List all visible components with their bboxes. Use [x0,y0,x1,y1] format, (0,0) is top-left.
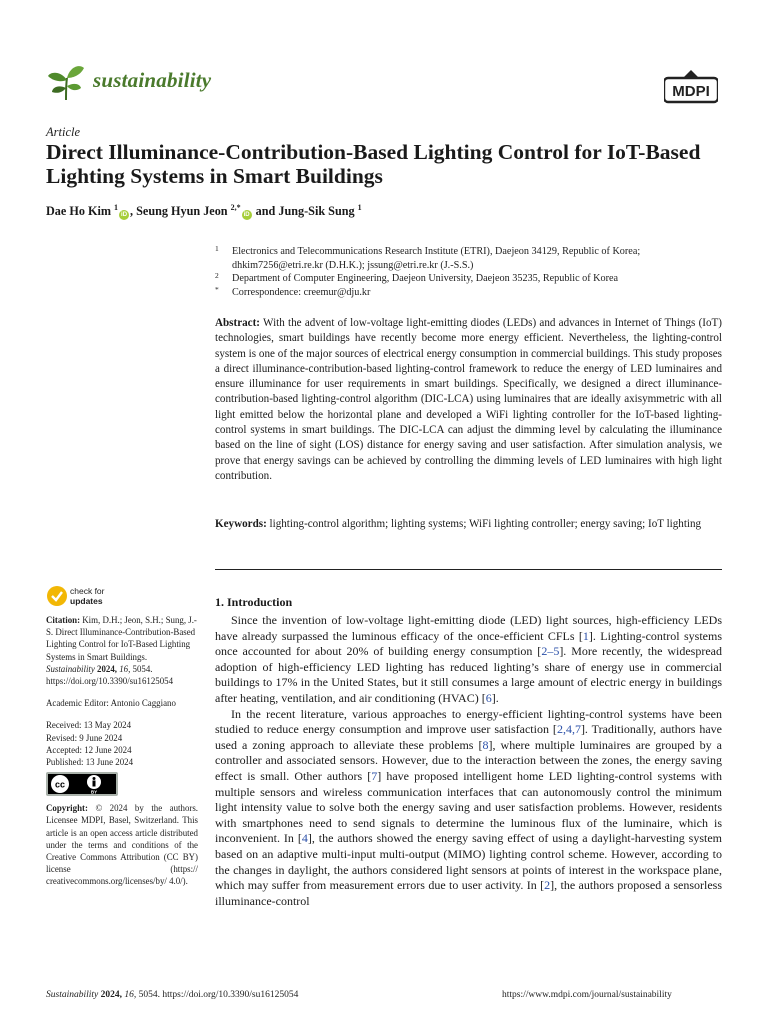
affiliation-number: 1 [215,244,219,253]
body-text-segment: In the recent literature, various approaches to energy-efficient lighting-control systems have been studied to reduce energy consumption and improve user satisfaction [ [215,706,722,737]
copyright [46,802,198,887]
affiliation-number: 2 [215,271,219,280]
citation-link[interactable]: 4 [301,831,308,846]
body-paragraph [215,707,722,910]
footer-volume: 16, [124,990,137,1000]
footer-journal: Sustainability [46,990,99,1000]
citation-journal: Sustainability [46,663,95,674]
abstract-text: With the advent of low-voltage light-emitting diodes (LEDs) and advances in Internet of Things (IoT) technologies, smart buildings have recently become more energy efficient. Nevertheless, the lighting-control system is one of the major sources of electrical energy consumption in commercial buildings. This study proposes a direct illuminance-contribution-based lighting-control framework to reduce the energy of LED luminaires and ensure illuminance for user requirements in smart buildings. Specifically, we designed a direct illuminance-contribution-based lighting-control algorithm (DIC-LCA) using luminaires that are ideally axisymmetric with all light emitted below the horizontal plane and developed a WiFi lighting controller for the IoT-based lighting-control systems in smart buildings. The DIC-LCA can adjust the dimming level by calculating the illuminance based on the line of sight (LOS) distance for energy saving and user satisfaction. After simulation analysis, we prove that energy savings can be achieved by controlling the dimming levels of LED luminaires with high light contribution. [215,317,722,482]
citation [46,614,198,687]
check-updates-icon [47,586,67,606]
citation-link[interactable]: 7 [371,768,378,783]
copyright-text: © 2024 by the authors. Licensee MDPI, Basel, Switzerland. This article is an open access article distributed under the terms and conditions of the Creative Commons Attribution (CC BY) license (https:// creativecommons.org/licenses/by/ 4.0/). [46,803,199,887]
abstract-label: Abstract: [215,317,260,329]
journal-name: sustainability [93,68,212,92]
author-affil-sup: 2,* [230,203,241,212]
body-text-segment: ], the authors proposed a sensorless illuminance-control [215,878,723,908]
citation-link[interactable]: 2,4,7 [556,722,581,737]
check-for-updates-badge[interactable] [46,584,146,608]
check-updates-line1: check for [70,586,105,596]
citation-link[interactable]: 2–5 [541,644,560,659]
journal-logo-leaf-icon [46,62,86,102]
affiliation-text: Department of Computer Engineering, Daejeon University, Daejeon 35235, Republic of Korea [232,273,619,284]
author-separator: , [130,204,137,219]
body-text-segment: ], where multiple luminaires are grouped by a controller and associated sensors. However, due to the interaction between the zones, the energy saving effect is small. Other authors [ [215,737,722,783]
date-accepted: Accepted: 12 June 2024 [46,744,132,755]
article-type: Article [46,125,81,139]
svg-text:cc: cc [54,779,66,790]
abstract [215,316,722,484]
orcid-icon[interactable]: iD [243,212,250,219]
body-text-segment: ]. More recently, the widespread adoption of high-efficiency LED lighting has reduced lighting’s share of energy use in commercial buildings to 17% in the United States, but it still consumes a large amount of electric energy in buildings after heating, ventilation, and air conditioning (HVAC) [ [215,644,722,705]
author-separator: and [252,204,279,219]
keywords-text: lighting-control algorithm; lighting systems; WiFi lighting controller; energy saving; IoT lighting [269,518,702,530]
cc-by-license-icon[interactable] [46,772,118,796]
affiliation-item [215,286,720,300]
body-paragraph [215,613,722,707]
citation-link[interactable]: 6 [485,690,492,705]
section-divider [215,569,722,570]
check-updates-line2: updates [70,596,103,606]
affiliation-item [215,245,720,272]
body-text [215,613,722,909]
body-text-segment: Since the invention of low-voltage light-emitting diode (LED) light sources, high-efficiency LEDs have already surpassed the luminous efficacy of the once-efficient CFLs [ [215,613,722,643]
citation-text: Kim, D.H.; Jeon, S.H.; Sung, J.-S. Direct Illuminance-Contribution-Based Lighting Control for IoT-Based Lighting Systems in Smart Buildings. [46,615,197,662]
copyright-label: Copyright: [46,803,88,814]
footer-year: 2024, [100,990,122,1000]
publisher-name: MDPI [672,83,710,100]
body-text-segment: ], the authors showed the energy saving effect of using a daylight-harvesting system based on an adaptive multi-input multi-output (MIMO) lighting control scheme. However, according to the changes in daylight, the authors considered light sensors at points of interest in the workspace plane, which may suffer from measurement errors due to user activity. In [ [215,831,723,893]
author-affil-sup: 1 [357,203,362,212]
body-text-segment: ]. Traditionally, authors have used a zoning approach to alleviate these problems [ [215,722,722,752]
body-text-segment: ]. [491,690,499,705]
paper-title: Direct Illuminance-Contribution-Based Lighting Control for IoT-Based Lighting Systems in Smart Buildings [46,140,701,188]
citation-label: Citation: [46,615,81,625]
keywords-label: Keywords: [215,518,267,530]
mdpi-logo [664,68,718,104]
article-info-sidebar [46,614,198,888]
affiliation-item [215,272,720,286]
section-heading: 1. Introduction [215,595,293,609]
keywords [215,517,722,532]
date-revised: Revised: 9 June 2024 [46,732,123,743]
citation-link[interactable]: 1 [582,628,589,643]
author-list [46,203,362,220]
author-affil-sup: 1 [114,203,119,212]
citation-doi[interactable]: 5054. https://doi.org/10.3390/su16125054 [46,663,174,687]
citation-volume: 16, [119,663,131,674]
citation-link[interactable]: 2 [544,878,551,893]
date-received: Received: 13 May 2024 [46,720,132,731]
footer-doi[interactable]: 5054. https://doi.org/10.3390/su16125054 [138,990,299,1000]
author-name: Dae Ho Kim [46,204,111,219]
date-published: Published: 13 June 2024 [46,757,134,768]
citation-link[interactable]: 8 [482,737,489,752]
author-name: Seung Hyun Jeon [136,204,228,219]
footer-journal-url[interactable]: https://www.mdpi.com/journal/sustainability [502,990,672,1000]
author-name: Jung-Sik Sung [278,204,355,219]
affiliation-text: Correspondence: creemur@dju.kr [232,286,371,298]
svg-text:BY: BY [90,789,98,795]
affiliations [215,245,720,299]
footer-citation [46,990,298,1000]
body-text-segment: ]. Lighting-control systems once accounted for about 20% of building energy consumption [ [215,628,722,659]
body-text-segment: ] have proposed intelligent home LED lighting-control systems with multiple sensors and wireless communication interfaces that can autonomously control the minimum light intensity value to solve both the energy saving and user satisfaction problems. However, residents with smartphones need to send signals to determine the luminous flux of the luminaire, which is inconvenient. In [ [215,768,723,846]
affiliation-text: Electronics and Telecommunications Research Institute (ETRI), Daejeon 34129, Republic of Korea; dhkim7256@etri.re.kr (D.H.K.); jssung@etri.re.kr (J.-S.S.) [232,246,641,271]
citation-year: 2024, [97,663,117,674]
orcid-icon[interactable]: iD [121,212,128,219]
affiliation-number: * [215,284,219,294]
academic-editor: Academic Editor: Antonio Caggiano [46,698,176,709]
